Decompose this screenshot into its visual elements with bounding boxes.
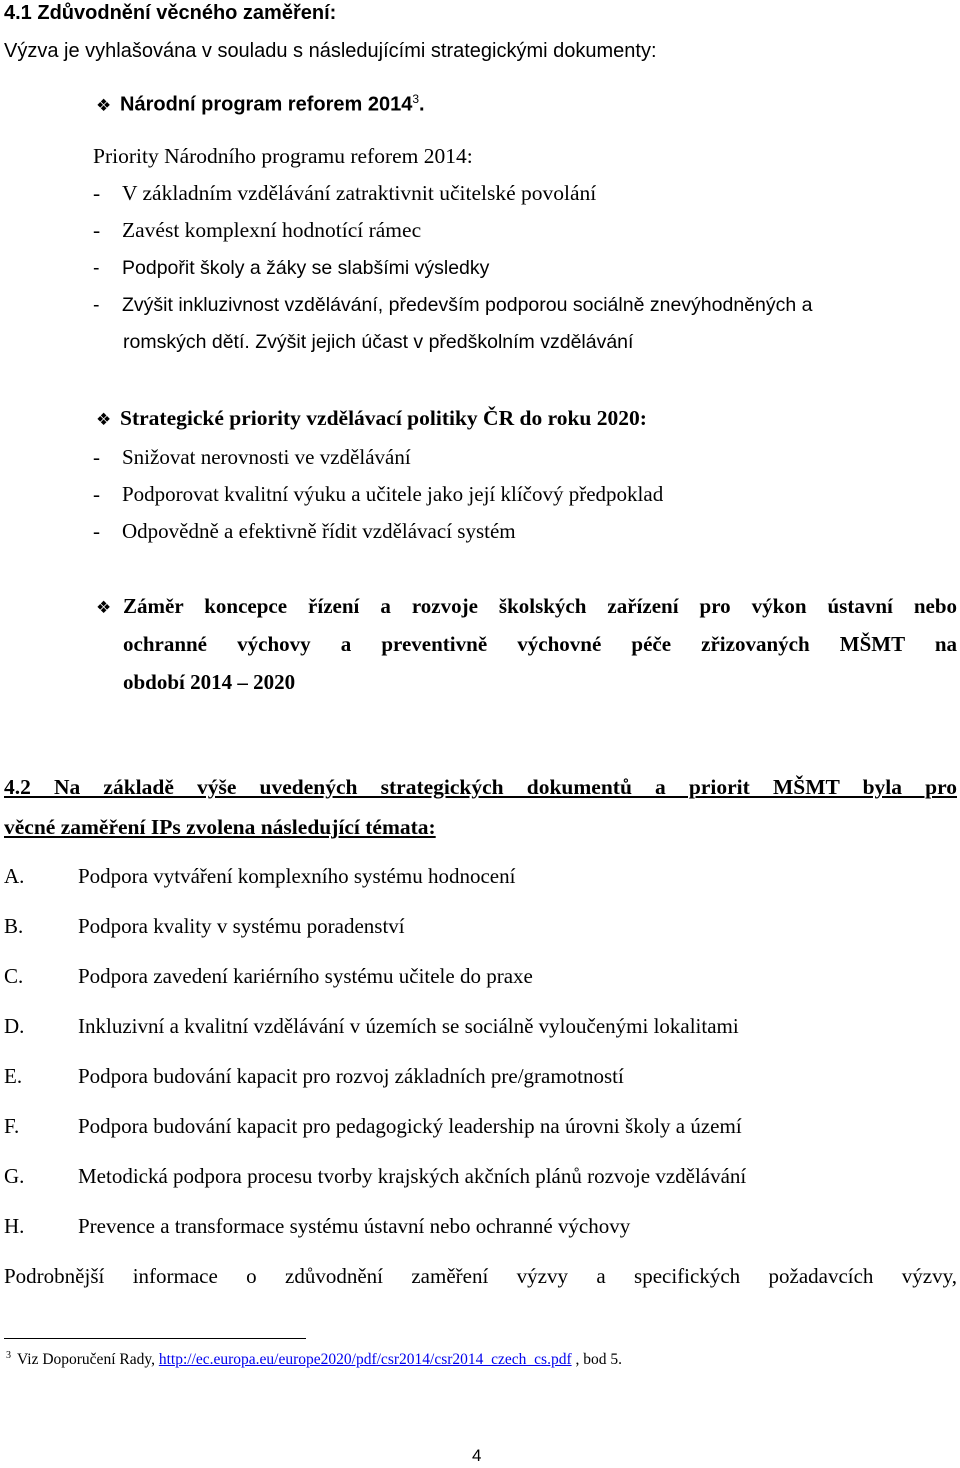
topic-item: D. Inkluzivní a kvalitní vzdělávání v územích se sociálně vyloučenými lokalitami xyxy=(4,1014,739,1038)
diamond-bullet-icon: ❖ xyxy=(96,410,112,430)
list-item: - Podporovat kvalitní výuku a učitele jako její klíčový předpoklad xyxy=(93,482,664,506)
footnote xyxy=(6,1350,622,1369)
topic-item: E. Podpora budování kapacit pro rozvoj základních pre/gramotností xyxy=(4,1064,624,1088)
section-heading-4-1: 4.1 Zdůvodnění věcného zaměření: xyxy=(4,2,337,24)
concept-line-2: ochranné výchovy a preventivně výchovné péče zřizovaných MŠMT na xyxy=(123,632,957,656)
list-item: - Snižovat nerovnosti ve vzdělávání xyxy=(93,445,411,469)
concept-line-3: období 2014 – 2020 xyxy=(123,670,296,694)
page-number: 4 xyxy=(472,1446,482,1465)
bullet-title-suffix: . xyxy=(419,93,425,116)
topic-item: F. Podpora budování kapacit pro pedagogický leadership na úrovni školy a území xyxy=(4,1114,742,1138)
npr-subheading: Priority Národního programu reforem 2014: xyxy=(93,144,473,168)
list-item: - Zavést komplexní hodnotící rámec xyxy=(93,218,422,242)
concept-line-1: Záměr koncepce řízení a rozvoje školských zařízení pro výkon ústavní nebo xyxy=(123,594,957,618)
diamond-bullet-icon: ❖ xyxy=(96,95,112,116)
footnote-separator xyxy=(4,1338,306,1339)
footnote-suffix: , bod 5. xyxy=(571,1351,622,1369)
footnote-prefix: Viz Doporučení Rady, xyxy=(17,1351,159,1369)
topic-item: G. Metodická podpora procesu tvorby krajských akčních plánů rozvoje vzdělávání xyxy=(4,1164,747,1188)
list-item: - Zvýšit inkluzivnost vzdělávání, především podporou sociálně znevýhodněných a xyxy=(93,294,813,316)
list-item: - Odpovědně a efektivně řídit vzdělávací systém xyxy=(93,519,516,543)
topic-item: C. Podpora zavedení kariérního systému učitele do praxe xyxy=(4,964,533,988)
bullet-title: Strategické priority vzdělávací politiky ČR do roku 2020: xyxy=(120,406,647,430)
footnote-link[interactable]: http://ec.europa.eu/europe2020/pdf/csr2014/csr2014_czech_cs.pdf xyxy=(158,1351,572,1369)
closing-paragraph: Podrobnější informace o zdůvodnění zaměření výzvy a specifických požadavcích výzvy, xyxy=(4,1264,957,1288)
bullet-title: Národní program reforem 2014 xyxy=(120,93,413,116)
footnote-number: 3 xyxy=(6,1350,11,1361)
topic-item: A. Podpora vytváření komplexního systému hodnocení xyxy=(4,864,516,888)
topic-item: H. Prevence a transformace systému ústavní nebo ochranné výchovy xyxy=(4,1214,631,1238)
section-heading-4-2-line-2: věcné zaměření IPs zvolena následující témata: xyxy=(4,815,436,839)
bullet-heading-concept xyxy=(96,594,120,619)
diamond-bullet-icon: ❖ xyxy=(96,598,112,618)
intro-paragraph: Výzva je vyhlašována v souladu s následujícími strategickými dokumenty: xyxy=(4,40,657,62)
topic-item: B. Podpora kvality v systému poradenství xyxy=(4,914,405,938)
list-item: - Podpořit školy a žáky se slabšími výsledky xyxy=(93,257,490,279)
section-heading-4-2-line-1: 4.2 Na základě výše uvedených strategických dokumentů a priorit MŠMT byla pro xyxy=(4,775,957,799)
bullet-heading-strategy xyxy=(96,406,647,431)
list-item-continuation: romských dětí. Zvýšit jejich účast v předškolním vzdělávání xyxy=(123,331,634,353)
list-item: - V základním vzdělávání zatraktivnit učitelské povolání xyxy=(93,181,597,205)
bullet-heading-npr xyxy=(96,92,425,117)
footnote-reference[interactable]: 3 xyxy=(412,92,420,106)
